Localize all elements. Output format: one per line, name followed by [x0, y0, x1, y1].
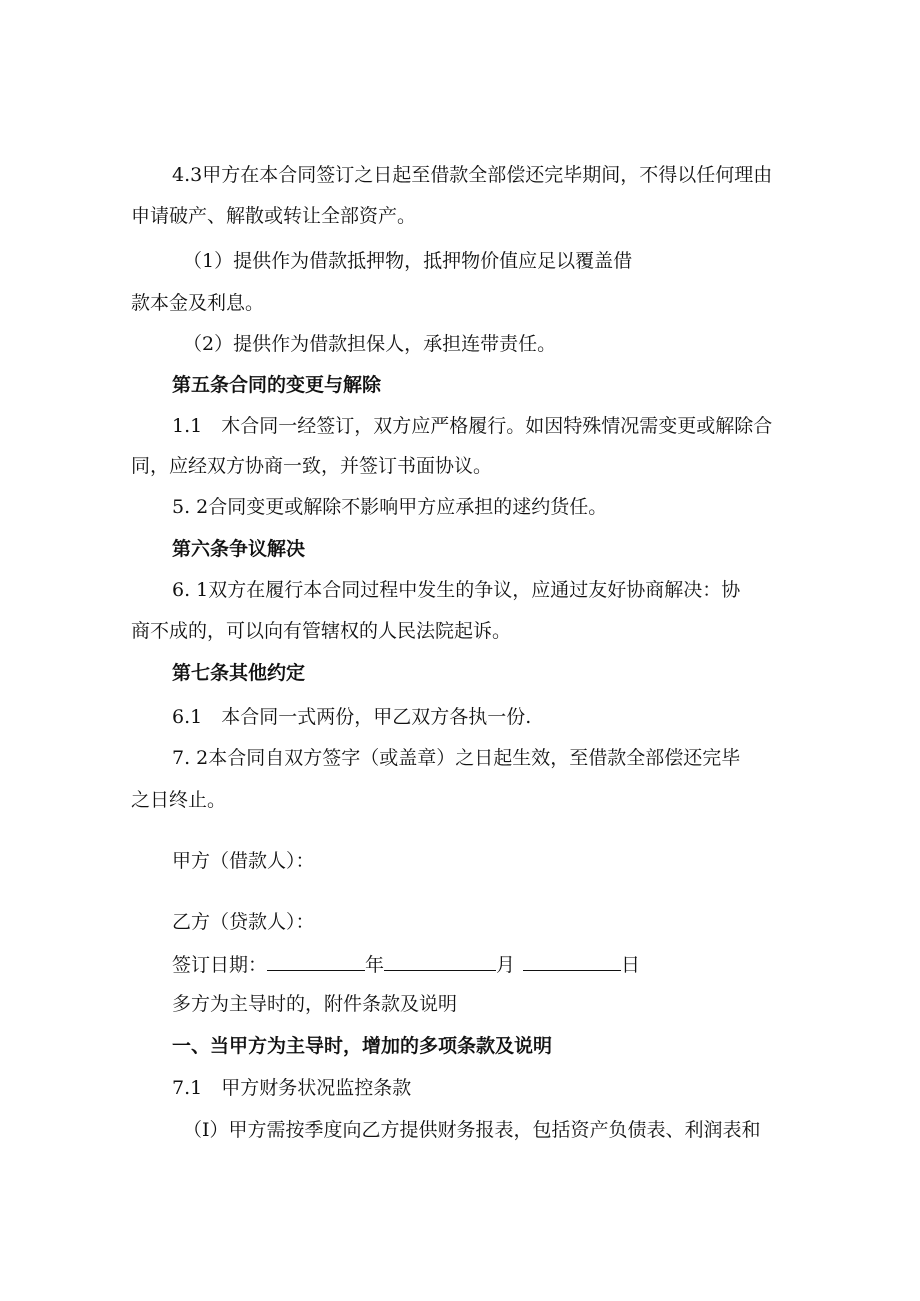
signing-date-row	[172, 950, 640, 978]
article-6-clause-1-line-1: 6. 1双方在履行本合同过程中发生的争议，应通过友好协商解决：协	[172, 579, 741, 601]
clause-4-3-line-2: 申请破产、解散或转让全部资产。	[131, 205, 417, 227]
article-6-clause-1-line-2: 商不成的，可以向有管辖权的人民法院起诉。	[131, 620, 512, 642]
article-5-clause-2: 5. 2合同变更或解除不影响甲方应承担的逑约货任。	[172, 496, 608, 518]
day-blank	[523, 950, 621, 971]
article-5-clause-1-line-2: 同，应经双方协商一致，并签订书面协议。	[131, 455, 493, 477]
month-blank	[384, 950, 496, 971]
signing-date-label: 签订日期：	[172, 954, 268, 976]
article-7-heading: 第七条其他约定	[172, 662, 306, 684]
article-5-clause-1-line-1: 1.1 木合同一经签订，双方应严格履行。如因特殊情况需变更或解除合	[172, 415, 773, 437]
article-7-clause-2-line-1: 7. 2本合同自双方签字（或盖章）之日起生效，至借款全部偿还完毕	[172, 747, 741, 769]
item-2: （2）提供作为借款担保人，承担连带责任。	[183, 333, 557, 355]
article-5-heading: 第五条合同的变更与解除	[172, 374, 382, 396]
party-a-signature-label: 甲方（借款人）：	[172, 850, 315, 872]
month-label: 月	[496, 954, 516, 976]
party-b-signature-label: 乙方（贷款人）：	[172, 911, 315, 933]
clause-4-3-line-1: 4.3甲方在本合同签订之日起至借款全部偿还完毕期间，不得以任何理由	[172, 164, 773, 186]
article-7-clause-1: 6.1 本合同一式两份，甲乙双方各执一份.	[172, 706, 532, 728]
appendix-section-heading: 一、当甲方为主导时，增加的多项条款及说明	[172, 1035, 553, 1057]
item-1-line-2: 款本金及利息。	[131, 292, 265, 314]
year-blank	[267, 950, 365, 971]
appendix-title: 多方为主导时的，附件条款及说明	[172, 993, 458, 1015]
appendix-clause-7-1: 7.1 甲方财务状况监控条款	[172, 1077, 412, 1099]
article-7-clause-2-line-2: 之日终止。	[131, 789, 227, 811]
year-label: 年	[365, 954, 385, 976]
day-label: 日	[621, 954, 641, 976]
item-1-line-1: （1）提供作为借款抵押物，抵押物价值应足以覆盖借	[183, 250, 633, 272]
article-6-heading: 第六条争议解决	[172, 538, 306, 560]
appendix-item-1: （I）甲方需按季度向乙方提供财务报表，包括资产负债表、利润表和	[183, 1119, 761, 1141]
